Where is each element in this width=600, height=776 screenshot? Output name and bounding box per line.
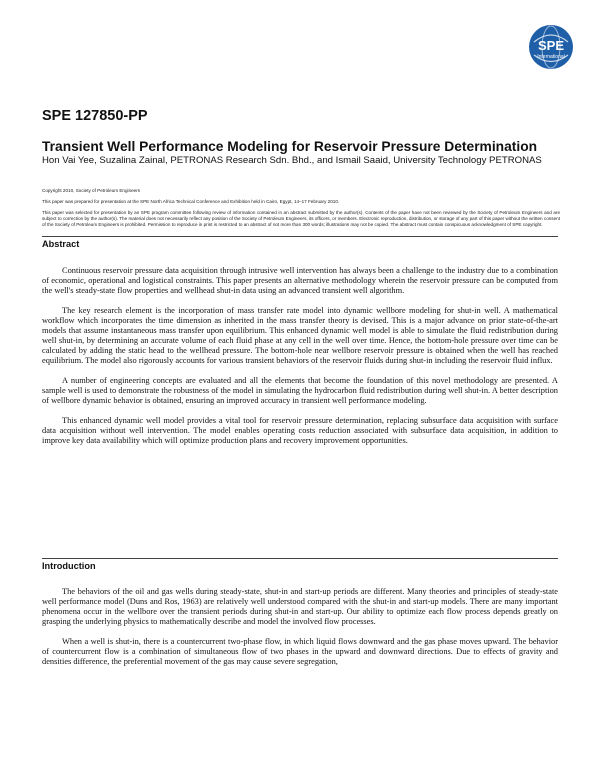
spe-international-logo (528, 24, 574, 70)
author-line: Hon Vai Yee, Suzalina Zainal, PETRONAS Research Sdn. Bhd., and Ismail Saaid, University Technology PETRONAS (42, 155, 542, 166)
logo-name: SPE (537, 38, 565, 53)
logo-subtitle: International (537, 54, 565, 60)
abstract-paragraph: The key research element is the incorporation of mass transfer rate model into dynamic wellbore modeling for shut-in well. A mathematical workflow which incorporates the time dimension as inherited in the mass transfer theory is devised. This is a major advance on prior state-of-the-art models that assume instantaneous mass transfer upon equilibrium. This enhanced dynamic well model is able to simulate the fluid redistribution during well shut-in, by determining an accurate volume of each fluid phase at any cell in the well over time. Hence, the bottom-hole pressure over time can be calculated by adding the static head to the wellhead pressure. The bottom-hole near wellbore reservoir pressure is obtained when the well has reached equilibrium. The model also rigorously accounts for various transient behaviors of the reservoir fluids during shut-in including the reservoir fluid influx. (42, 306, 558, 365)
abstract-paragraph: This enhanced dynamic well model provides a vital tool for reservoir pressure determination, replacing subsurface data acquisition with surface data acquisition without well intervention. The model enables operating costs reduction associated with subsurface data acquisition, in addition to improve key data availability which will optimize production plans and recovery improvement opportunities. (42, 416, 558, 445)
abstract-heading: Abstract (42, 239, 80, 249)
preparation-statement: This paper was prepared for presentation at the SPE North Africa Technical Conference and Exhibition held in Cairo, Egypt, 14–17 February 2010. (42, 199, 340, 204)
section-divider (42, 236, 558, 237)
introduction-paragraph: The behaviors of the oil and gas wells during steady-state, shut-in and start-up periods are different. Many theories and principles of steady-state well performance model (Duns and Ros, 1963) are relatively well understood compared with the shut-in and start-up models. There are many important phenomena occur in the wellbore over the transient periods during shut-in and start-up. Our ability to optimize each flow process depends greatly on grasping the underlying physics to mathematically describe and model the involved flow processes. (42, 587, 558, 626)
paper-number: SPE 127850-PP (42, 108, 148, 124)
abstract-paragraph: Continuous reservoir pressure data acquisition through intrusive well intervention has always been a challenge to the industry due to a combination of economic, operational and logistical constraints. This paper presents an alternative methodology wherein the reservoir pressure can be computed from the well's steady-state flow properties and wellhead shut-in data using an advanced transient well algorithm. (42, 266, 558, 295)
section-divider (42, 558, 558, 559)
copyright-statement: Copyright 2010, Society of Petroleum Engineers (42, 188, 141, 193)
introduction-heading: Introduction (42, 561, 96, 571)
paper-title: Transient Well Performance Modeling for Reservoir Pressure Determination (42, 139, 538, 154)
introduction-paragraph: When a well is shut-in, there is a countercurrent two-phase flow, in which liquid flows downward and the gas phase moves upward. The behavior of countercurrent flow is a combination of simultaneous flow of two phases in the upward and downward directions. Due to effects of gravity and densities difference, the preferential movement of the gas may cause severe segregation, (42, 637, 558, 666)
abstract-body (42, 266, 558, 456)
introduction-body (42, 587, 558, 677)
selection-statement: This paper was selected for presentation by an SPE program committee following review of information contained in an abstract submitted by the author(s). Contents of the paper have not been reviewed by the Society of Petroleum Engineers and are subject to correction by the author(s). The material does not necessarily reflect any position of the Society of Petroleum Engineers, its officers, or members. Electronic reproduction, distribution, or storage of any part of this paper without the written consent of the Society of Petroleum Engineers is prohibited. Permission to reproduce in print is restricted to an abstract of not more than 300 words; illustrations may not be copied. The abstract must contain conspicuous acknowledgment of SPE copyright. (42, 210, 560, 227)
abstract-paragraph: A number of engineering concepts are evaluated and all the elements that become the foundation of this novel methodology are presented. A sample well is used to demonstrate the robustness of the model in simulating the hydrocarbon fluid redistribution during well shut-in. A better description of wellbore dynamic behavior is obtained, ensuring an improved accuracy in transient well performance modeling. (42, 376, 558, 405)
copyright-notes (42, 188, 560, 233)
